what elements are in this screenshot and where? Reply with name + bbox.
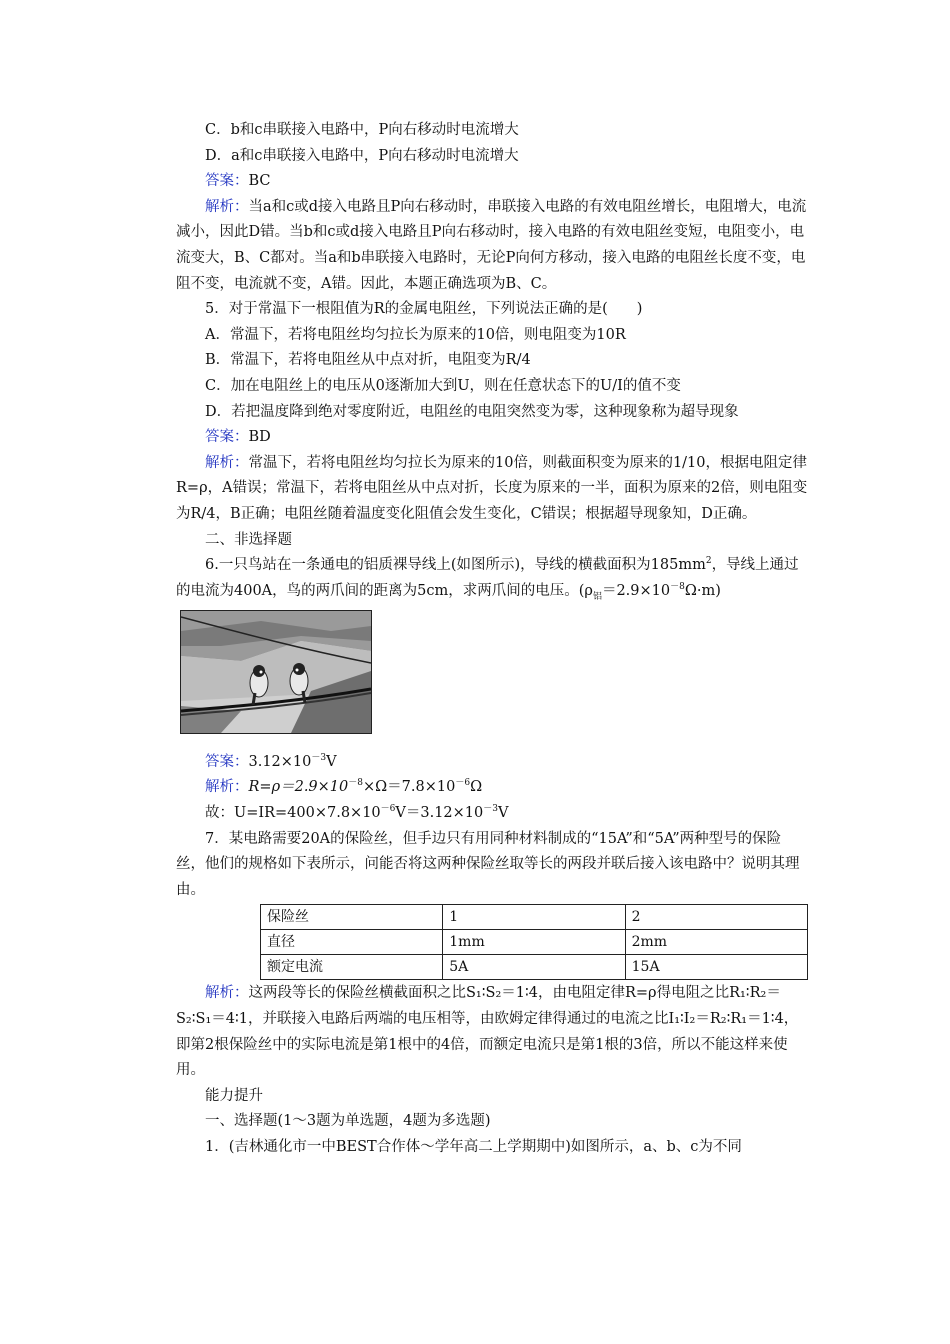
- q5-option-c: C．加在电阻丝上的电压从0逐渐加大到U，则在任意状态下的U/I的值不变: [205, 377, 681, 394]
- analysis-label: 解析：: [205, 198, 249, 215]
- q6-analysis-line2: 故：$U=IR=400\times 7.8\times 10^{-6}V=3.12\times 10^{-3}V$: [205, 804, 509, 822]
- q6-answer: 答案：$3.12\times 10^{-3}V$: [205, 753, 337, 770]
- analysis-label: 解析：: [205, 985, 249, 1002]
- answer-label: 答案：: [205, 429, 249, 446]
- q5-option-a: A．常温下，若将电阻丝均匀拉长为原来的10倍，则电阻变为10R: [205, 326, 626, 343]
- analysis-label: 解析：: [205, 454, 249, 471]
- q7-stem: 7．某电路需要20A的保险丝，但手边只有用同种材料制成的“15A”和“5A”两种型号的保险丝，他们的规格如下表所示，问能否将这两种保险丝取等长的两段并联后接入该电路中？说明其理由。: [176, 830, 800, 898]
- q6-stem: 6.一只鸟站在一条通电的铝质裸导线上(如图所示)，导线的横截面积为$185mm^2$，导线上通过的电流为400A，鸟的两爪间的距离为5cm，求两爪间的电压。$(\rho_铝=2.9\times 10^{-8}\Omega\cdot m)$: [176, 556, 799, 602]
- q5-analysis: 解析：常温下，若将电阻丝均匀拉长为原来的10倍，则截面积变为原来的1/10，根据电阻定律R=ρ，A错误；常温下，若将电阻丝从中点对折，长度为原来的一半，面积为原来的2倍，则电阻变为R/4，B正确；电阻丝随着温度变化阻值会发生变化，C错误；根据超导现象知，D正确。: [176, 454, 808, 522]
- bird-on-wire-figure: [180, 610, 372, 734]
- table-row: 额定电流 5A 15A: [261, 955, 808, 980]
- q4-analysis: 解析：当a和c或d接入电路且P向右移动时，串联接入电路的有效电阻丝增长，电阻增大，电流减小，因此D错。当b和c或d接入电路且P向右移动时，接入电路的有效电阻丝变短，电阻变小，电流变大，B、C都对。当a和b串联接入电路时，无论P向何方移动，接入电路的电阻丝长度不变，电阻不变，电流就不变，A错。因此，本题正确选项为B、C。: [176, 198, 807, 292]
- q4-option-d: D．a和c串联接入电路中，P向右移动时电流增大: [205, 147, 519, 164]
- q5-option-d: D．若把温度降到绝对零度附近，电阻丝的电阻突然变为零，这种现象称为超导现象: [205, 403, 739, 420]
- q4-option-c: C．b和c串联接入电路中，P向右移动时电流增大: [205, 122, 519, 138]
- table-row: 保险丝 1 2: [261, 905, 808, 930]
- q5-stem: 5．对于常温下一根阻值为R的金属电阻丝，下列说法正确的是( ): [205, 301, 643, 318]
- answer-label: 答案：: [205, 173, 249, 190]
- section-heading: 二、非选择题: [205, 531, 292, 548]
- next-question: 1．(吉林通化市一中BEST合作体～学年高二上学期期中)如图所示，a、b、c为不同: [205, 1139, 742, 1155]
- ability-heading: 能力提升: [205, 1087, 263, 1104]
- analysis-label: 解析：: [205, 779, 249, 796]
- q6-analysis-line1: 解析：$R=\rho=2.9\times 10^{-8}\times\Omega=7.8\times 10^{-6}\Omega$: [205, 778, 483, 796]
- q5-option-b: B．常温下，若将电阻丝从中点对折，电阻变为R/4: [205, 352, 531, 369]
- document-body: [176, 118, 808, 1161]
- table-row: 直径 1mm 2mm: [261, 930, 808, 955]
- answer-label: 答案：: [205, 753, 249, 770]
- q4-answer: 答案：BC: [205, 173, 271, 190]
- choice-section-heading: 一、选择题(1～3题为单选题，4题为多选题): [205, 1113, 491, 1130]
- fuse-spec-table: [260, 904, 808, 980]
- q5-answer: 答案：BD: [205, 429, 271, 446]
- q7-analysis: 解析：这两段等长的保险丝横截面积之比S₁∶S₂＝1∶4，由电阻定律R=ρ得电阻之比R₁∶R₂＝S₂∶S₁＝4∶1，并联接入电路后两端的电压相等，由欧姆定律得通过的电流之比I₁∶I₂＝R₂∶R₁＝1∶4，即第2根保险丝中的实际电流是第1根中的4倍，而额定电流只是第1根的3倍，所以不能这样来使用。: [176, 985, 799, 1079]
